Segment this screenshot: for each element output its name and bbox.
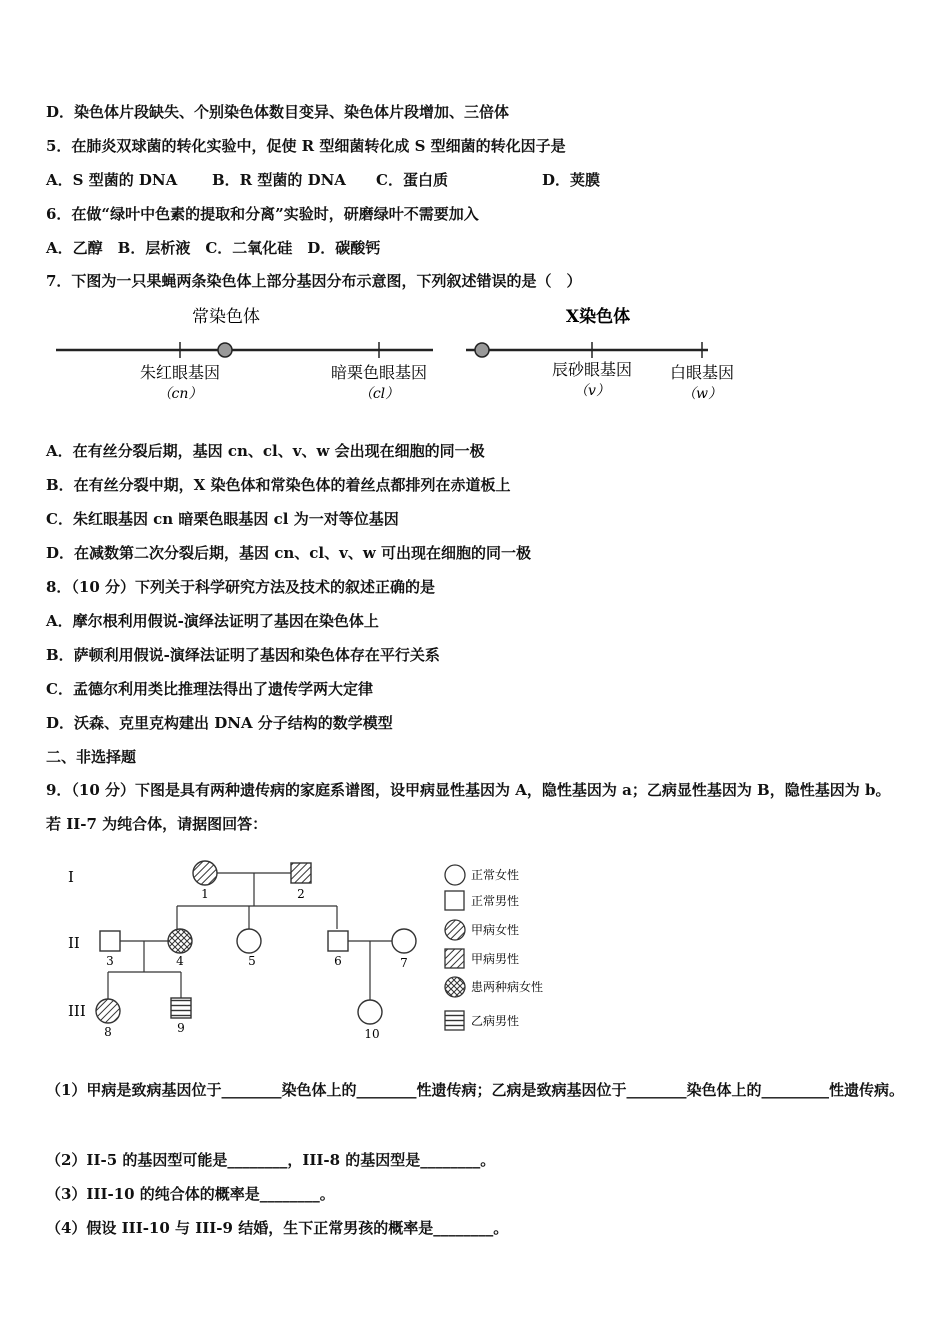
question-6: 6．在做“绿叶中色素的提取和分离”实验时，研磨绿叶不需要加入 <box>46 205 479 223</box>
person-5-label: 5 <box>248 954 256 968</box>
question-6-options[interactable]: A．乙醇 B．层析液 C．二氧化硅 D．碳酸钙 <box>46 239 381 257</box>
legend-affected-male-a-symbol <box>445 949 464 968</box>
gene-v-label: 辰砂眼基因 <box>551 360 633 379</box>
person-8-label: 8 <box>104 1025 112 1039</box>
question-7: 7．下图为一只果蝇两条染色体上部分基因分布示意图，下列叙述错误的是（ ） <box>46 272 582 290</box>
q5-option-d[interactable]: D．荚膜 <box>542 171 601 189</box>
q5-option-b[interactable]: B．R 型菌的 DNA <box>212 171 346 189</box>
generation-label-iii: III <box>68 1002 86 1020</box>
legend-both-diseases-female-symbol <box>445 977 465 997</box>
gene-v-symbol: （v） <box>574 383 610 399</box>
question-9: 9．（10 分）下图是具有两种遗传病的家庭系谱图，设甲病显性基因为 A，隐性基因为 a；乙病显性基因为 B，隐性基因为 b。若 II-7 为纯合体，请据图回答： <box>46 781 891 833</box>
legend-affected-female-a-label: 甲病女性 <box>471 923 520 937</box>
section-2-heading: 二、非选择题 <box>46 748 137 766</box>
legend-affected-female-a-symbol <box>445 920 465 940</box>
person-7-normal-female <box>392 929 416 953</box>
q5-option-a[interactable]: A．S 型菌的 DNA <box>46 171 178 189</box>
q9-part-2: （2）II-5 的基因型可能是________，III-8 的基因型是________。 <box>46 1151 496 1169</box>
person-9-label: 9 <box>177 1021 185 1035</box>
person-10-normal-female <box>358 1000 382 1024</box>
q7-option-a[interactable]: A．在有丝分裂后期，基因 cn、cl、v、w 会出现在细胞的同一极 <box>46 442 485 460</box>
q8-option-d[interactable]: D．沃森、克里克构建出 DNA 分子结构的数学模型 <box>46 714 393 732</box>
q4-option-d: D．染色体片段缺失、个别染色体数目变异、染色体片段增加、三倍体 <box>46 103 510 121</box>
generation-label-i: I <box>68 868 74 886</box>
q7-option-c[interactable]: C．朱红眼基因 cn 暗栗色眼基因 cl 为一对等位基因 <box>46 510 399 528</box>
person-1-affected-female-a <box>193 861 217 885</box>
gene-w-label: 白眼基因 <box>669 363 735 382</box>
question-5-options <box>46 170 600 190</box>
gene-cn-symbol: （cn） <box>157 386 203 402</box>
person-1-label: 1 <box>201 887 209 901</box>
person-2-affected-male-a <box>291 863 311 883</box>
chromosome-diagram <box>46 298 766 410</box>
generation-label-ii: II <box>68 934 80 952</box>
gene-cn-label: 朱红眼基因 <box>139 363 221 382</box>
legend-both-diseases-female-label: 患两种病女性 <box>471 980 544 994</box>
pedigree-chart <box>46 848 606 1048</box>
legend-normal-female-symbol <box>445 865 465 885</box>
q5-option-c[interactable]: C．蛋白质 <box>376 171 448 189</box>
gene-w-symbol: （w） <box>682 386 722 402</box>
q9-part-4: （4）假设 III-10 与 III-9 结婚，生下正常男孩的概率是________。 <box>46 1219 509 1237</box>
person-3-normal-male <box>100 931 120 951</box>
autosome-title: 常染色体 <box>192 307 260 327</box>
q8-option-c[interactable]: C．孟德尔利用类比推理法得出了遗传学两大定律 <box>46 680 373 698</box>
autosome-centromere <box>218 343 232 357</box>
legend-affected-male-b-symbol <box>445 1011 464 1030</box>
person-9-affected-male-b <box>171 998 191 1018</box>
q8-option-b[interactable]: B．萨顿利用假说-演绎法证明了基因和染色体存在平行关系 <box>46 646 440 664</box>
question-8: 8．（10 分）下列关于科学研究方法及技术的叙述正确的是 <box>46 578 436 596</box>
person-8-affected-female-a <box>96 999 120 1023</box>
legend-affected-male-b-label: 乙病男性 <box>471 1014 520 1028</box>
person-4-label: 4 <box>176 954 184 968</box>
person-3-label: 3 <box>106 954 114 968</box>
legend-normal-male-label: 正常男性 <box>471 894 520 908</box>
q9-part-1: （1）甲病是致病基因位于________染色体上的________性遗传病；乙病是致病基因位于________染色体上的_________性遗传病。 <box>46 1081 904 1099</box>
q7-option-b[interactable]: B．在有丝分裂中期，X 染色体和常染色体的着丝点都排列在赤道板上 <box>46 476 511 494</box>
question-5: 5．在肺炎双球菌的转化实验中，促使 R 型细菌转化成 S 型细菌的转化因子是 <box>46 137 566 155</box>
legend-normal-female-label: 正常女性 <box>471 868 520 882</box>
x-chromosome-title: X染色体 <box>565 307 631 327</box>
person-5-normal-female <box>237 929 261 953</box>
q9-part-3: （3）III-10 的纯合体的概率是________。 <box>46 1185 335 1203</box>
person-10-label: 10 <box>364 1027 380 1041</box>
person-4-both-diseases-female <box>168 929 192 953</box>
person-2-label: 2 <box>297 887 305 901</box>
x-centromere <box>475 343 489 357</box>
person-7-label: 7 <box>400 956 408 970</box>
gene-cl-label: 暗栗色眼基因 <box>330 363 428 382</box>
legend-affected-male-a-label: 甲病男性 <box>471 952 520 966</box>
legend-normal-male-symbol <box>445 891 464 910</box>
q7-option-d[interactable]: D．在减数第二次分裂后期，基因 cn、cl、v、w 可出现在细胞的同一极 <box>46 544 531 562</box>
person-6-normal-male <box>328 931 348 951</box>
pedigree-legend <box>445 865 543 1030</box>
gene-cl-symbol: （cl） <box>358 386 400 402</box>
q8-option-a[interactable]: A．摩尔根利用假说-演绎法证明了基因在染色体上 <box>46 612 379 630</box>
person-6-label: 6 <box>334 954 342 968</box>
